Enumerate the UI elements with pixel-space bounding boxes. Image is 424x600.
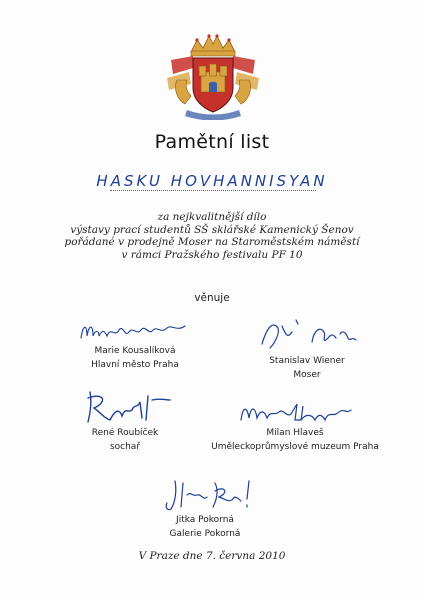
signature-icon [252,314,362,354]
signatory-role: Hlavní město Praha [91,360,179,370]
signature-icon [235,398,355,426]
signatory-pokorna [130,477,280,541]
certificate-title: Pamětní list [154,131,270,153]
signatory-hlaves [205,398,385,454]
description-line: za nejkvalitnější dílo [157,211,267,223]
signatory-roubicek [50,388,200,454]
signatory-name: Milan Hlaveš [266,428,324,438]
dedication-text: věnuje [194,292,230,304]
signatory-wiener [232,314,382,382]
signature-icon [145,477,265,513]
signatory-role: Galerie Pokorná [169,529,241,539]
signatory-kousalikova [60,318,210,372]
description-line: pořádané v prodejně Moser na Staroměstském náměstí [64,236,360,249]
signatory-name: Stanislav Wiener [269,356,345,366]
place-and-date: V Praze dne 7. června 2010 [138,550,286,562]
signatory-role: sochař [109,442,141,452]
signature-icon [75,318,195,344]
award-description [0,211,424,261]
description-line: výstavy prací studentů SŠ sklářské Kamenický Šenov [70,223,354,236]
signatory-name: Marie Kousalíková [94,346,176,356]
prague-coat-of-arms-icon [163,30,263,120]
recipient-underline [110,190,316,191]
signatory-role: Moser [293,370,321,380]
description-line: v rámci Pražského festivalu PF 10 [121,248,303,261]
recipient-name: HASKU HOVHANNISYAN [96,172,328,190]
signatory-role: Uměleckoprůmyslové muzeum Praha [211,442,379,452]
signatory-name: Jitka Pokorná [176,515,234,525]
signature-icon [70,388,180,426]
signatory-name: René Roubíček [91,428,159,438]
